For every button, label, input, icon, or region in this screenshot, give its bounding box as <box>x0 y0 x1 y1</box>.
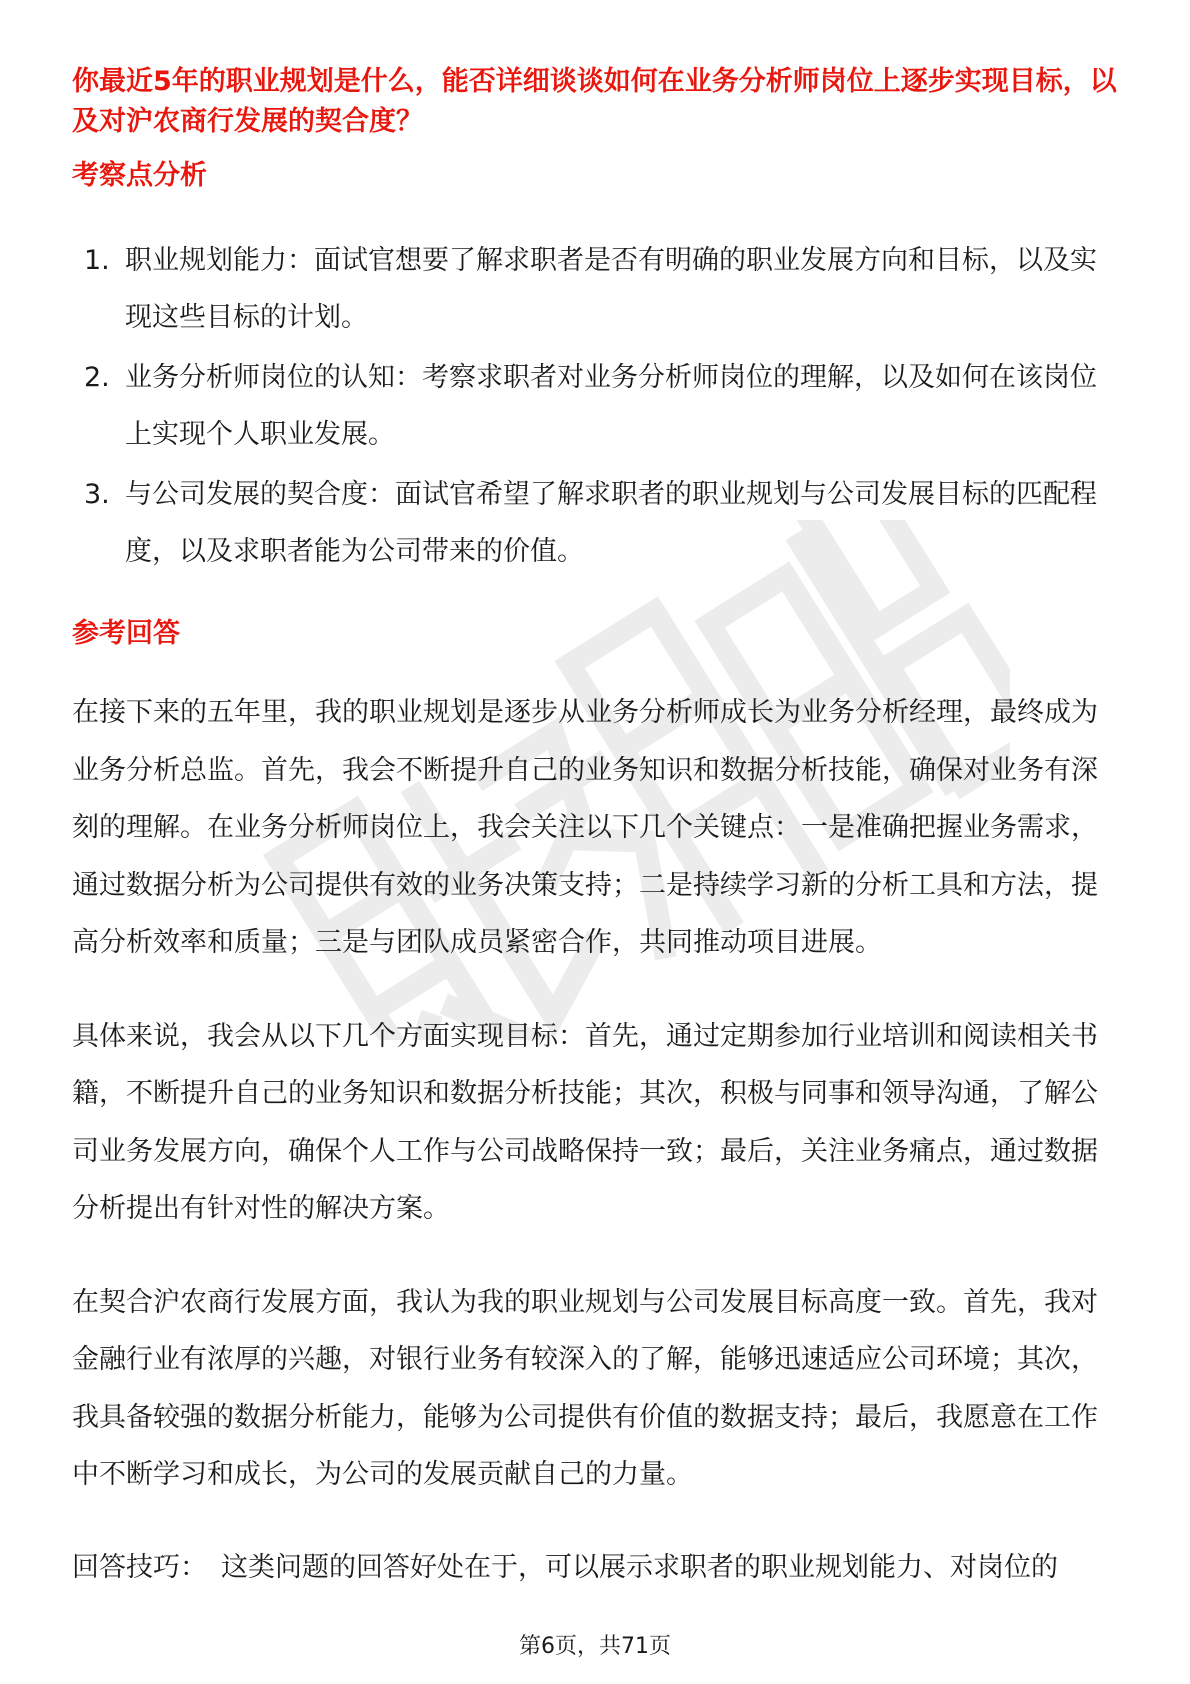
answer-paragraph: 在契合沪农商行发展方面，我认为我的职业规划与公司发展目标高度一致。首先，我对金融行业有浓厚的兴趣，对银行业务有较深入的了解，能够迅速适应公司环境；其次，我具备较强的数据分析能力，能够为公司提供有价值的数据支持；最后，我愿意在工作中不断学习和成长，为公司的发展贡献自己的力量。 <box>72 1286 1098 1490</box>
page-footer: 第6页，共71页 <box>519 1634 671 1659</box>
tips-text: 这类问题的回答好处在于，可以展示求职者的职业规划能力、对岗位的 <box>221 1551 1058 1583</box>
question-title: 你最近5年的职业规划是什么，能否详细谈谈如何在业务分析师岗位上逐步实现目标，以及对沪农商行发展的契合度？ <box>72 66 1117 137</box>
point-text: 业务分析师岗位的认知：考察求职者对业务分析师岗位的理解，以及如何在该岗位上实现个人职业发展。 <box>125 362 1097 450</box>
point-text: 与公司发展的契合度：面试官希望了解求职者的职业规划与公司发展目标的匹配程度，以及求职者能为公司带来的价值。 <box>125 479 1097 567</box>
point-number: 2. <box>84 362 110 393</box>
answer-paragraph: 在接下来的五年里，我的职业规划是逐步从业务分析师成长为业务分析经理，最终成为业务分析总监。首先，我会不断提升自己的业务知识和数据分析技能，确保对业务有深刻的理解。在业务分析师岗位上，我会关注以下几个关键点：一是准确把握业务需求，通过数据分析为公司提供有效的业务决策支持；二是持续学习新的分析工具和方法，提高分析效率和质量；三是与团队成员紧密合作，共同推动项目进展。 <box>72 697 1098 958</box>
point-text: 职业规划能力：面试官想要了解求职者是否有明确的职业发展方向和目标，以及实现这些目标的计划。 <box>125 245 1097 333</box>
answer-heading: 参考回答 <box>72 618 180 649</box>
analysis-point <box>72 349 1122 463</box>
analysis-point <box>72 232 1122 346</box>
point-number: 3. <box>84 479 110 510</box>
point-number: 1. <box>84 245 110 276</box>
answer-tips <box>72 1539 1122 1596</box>
analysis-point <box>72 466 1122 580</box>
analysis-heading: 考察点分析 <box>72 160 207 191</box>
document-page <box>72 62 1122 1596</box>
analysis-points-list <box>72 232 1122 580</box>
tips-label: 回答技巧： <box>72 1551 207 1583</box>
answer-paragraph: 具体来说，我会从以下几个方面实现目标：首先，通过定期参加行业培训和阅读相关书籍，不断提升自己的业务知识和数据分析技能；其次，积极与同事和领导沟通，了解公司业务发展方向，确保个人工作与公司战略保持一致；最后，关注业务痛点，通过数据分析提出有针对性的解决方案。 <box>72 1020 1098 1224</box>
